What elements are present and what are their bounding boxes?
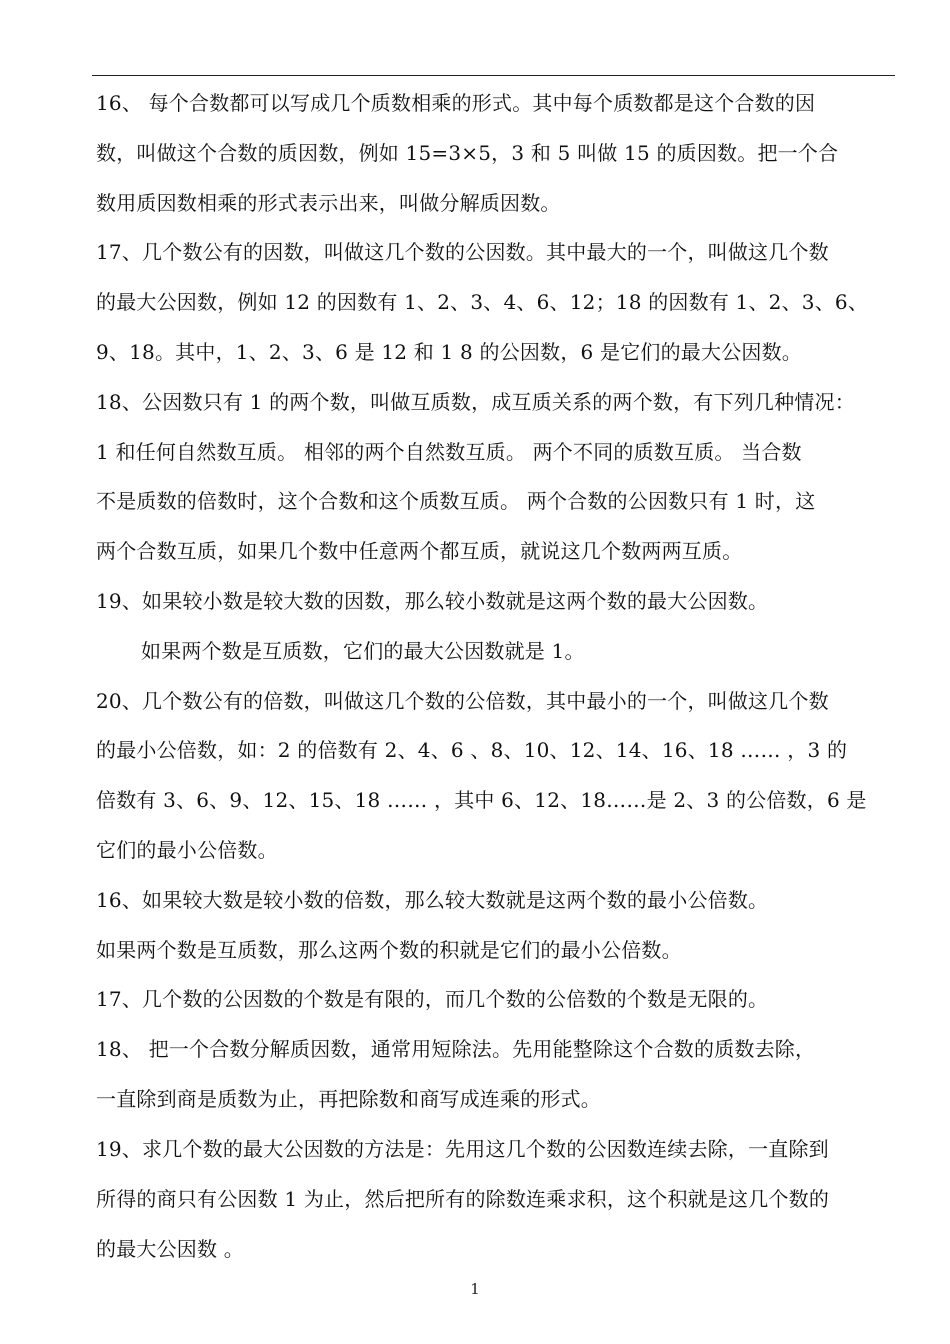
text-line: 9、18。其中，1、2、3、6 是 12 和 1 8 的公因数，6 是它们的最大公因数。 <box>96 340 802 364</box>
text-line: 16、如果较大数是较小数的倍数，那么较大数就是这两个数的最小公倍数。 <box>96 888 769 912</box>
text-line: 一直除到商是质数为止，再把除数和商写成连乘的形式。 <box>96 1087 601 1111</box>
text-line: 19、求几个数的最大公因数的方法是：先用这几个数的公因数连续去除，一直除到 <box>96 1137 829 1161</box>
text-line: 18、公因数只有 1 的两个数，叫做互质数，成互质关系的两个数，有下列几种情况： <box>96 390 855 414</box>
text-line: 的最小公倍数，如：2 的倍数有 2、4、6 、8、10、12、14、16、18 …… ，3 的 <box>96 738 848 762</box>
text-line: 不是质数的倍数时，这个合数和这个质数互质。 两个合数的公因数只有 1 时，这 <box>96 489 816 513</box>
text-line: 倍数有 3、6、9、12、15、18 …… ，其中 6、12、18……是 2、3 的公倍数，6 是 <box>96 788 867 812</box>
text-line: 数用质因数相乘的形式表示出来，叫做分解质因数。 <box>96 191 561 215</box>
text-line: 如果两个数是互质数，它们的最大公因数就是 1。 <box>141 639 585 663</box>
text-line: 16、 每个合数都可以写成几个质数相乘的形式。其中每个质数都是这个合数的因 <box>96 91 816 115</box>
text-line: 它们的最小公倍数。 <box>96 838 278 862</box>
text-line: 的最大公因数，例如 12 的因数有 1、2、3、4、6、12；18 的因数有 1、2、3、6、 <box>96 290 869 314</box>
text-line: 20、几个数公有的倍数，叫做这几个数的公倍数，其中最小的一个，叫做这几个数 <box>96 689 829 713</box>
text-line: 1 和任何自然数互质。 相邻的两个自然数互质。 两个不同的质数互质。 当合数 <box>96 440 802 464</box>
text-line: 18、 把一个合数分解质因数，通常用短除法。先用能整除这个合数的质数去除， <box>96 1037 816 1061</box>
text-line: 的最大公因数 。 <box>96 1237 244 1261</box>
header-rule <box>92 75 895 76</box>
text-line: 17、几个数公有的因数，叫做这几个数的公因数。其中最大的一个，叫做这几个数 <box>96 240 829 264</box>
text-line: 17、几个数的公因数的个数是有限的，而几个数的公倍数的个数是无限的。 <box>96 987 769 1011</box>
text-line: 19、如果较小数是较大数的因数，那么较小数就是这两个数的最大公因数。 <box>96 589 769 613</box>
text-line: 所得的商只有公因数 1 为止，然后把所有的除数连乘求积，这个积就是这几个数的 <box>96 1187 830 1211</box>
page-number: 1 <box>470 1280 480 1298</box>
text-line: 如果两个数是互质数，那么这两个数的积就是它们的最小公倍数。 <box>96 938 682 962</box>
text-line: 数，叫做这个合数的质因数，例如 15=3×5，3 和 5 叫做 15 的质因数。把一个合 <box>96 141 839 165</box>
text-line: 两个合数互质，如果几个数中任意两个都互质，就说这几个数两两互质。 <box>96 539 743 563</box>
